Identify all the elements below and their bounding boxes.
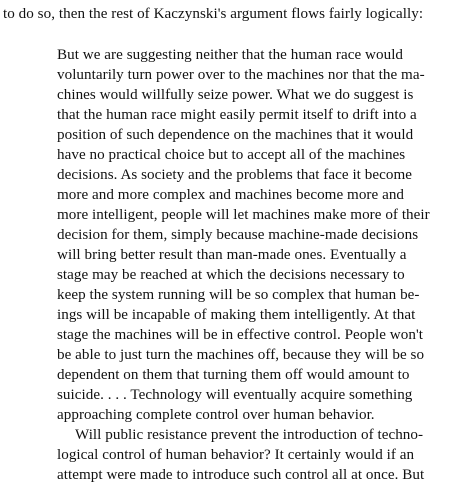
body-line: attempt were made to introduce such control all at once. But <box>57 467 425 483</box>
intro-line: to do so, then the rest of Kaczynski's argument flows fairly logically: <box>3 6 424 22</box>
quote-line: dependent on them that turning them off would amount to <box>57 367 410 383</box>
quote-line: that the human race might easily permit itself to drift into a <box>57 107 417 123</box>
quote-line: be able to just turn the machines off, because they will be so <box>57 347 425 363</box>
quote-line: voluntarily turn power over to the machines nor that the ma- <box>57 67 425 83</box>
quote-line: decision for them, simply because machine-made decisions <box>57 227 419 243</box>
quote-line: chines would willfully seize power. What we do suggest is <box>57 87 414 103</box>
quote-line: will bring better result than man-made ones. Eventually a <box>57 247 407 263</box>
quote-line: more and more complex and machines become more and <box>57 187 405 203</box>
quote-line: keep the system running will be so complex that human be- <box>57 287 420 303</box>
quote-line: suicide. . . . Technology will eventually acquire something <box>57 387 413 403</box>
quote-line: stage the machines will be in effective control. People won't <box>57 327 423 343</box>
quote-line: stage may be reached at which the decisions necessary to <box>57 267 405 283</box>
quote-line: more intelligent, people will let machines make more of their <box>57 207 430 223</box>
quote-line: ings will be incapable of making them intelligently. At that <box>57 307 416 323</box>
quote-line: have no practical choice but to accept all of the machines <box>57 147 406 163</box>
quote-line: But we are suggesting neither that the human race would <box>57 47 404 63</box>
quote-line: decisions. As society and the problems that face it become <box>57 167 412 183</box>
body-line: logical control of human behavior? It certainly would if an <box>57 447 415 463</box>
quote-line: position of such dependence on the machines that it would <box>57 127 414 143</box>
quote-line: approaching complete control over human behavior. <box>57 407 375 423</box>
body-line: Will public resistance prevent the introduction of techno- <box>75 427 424 443</box>
